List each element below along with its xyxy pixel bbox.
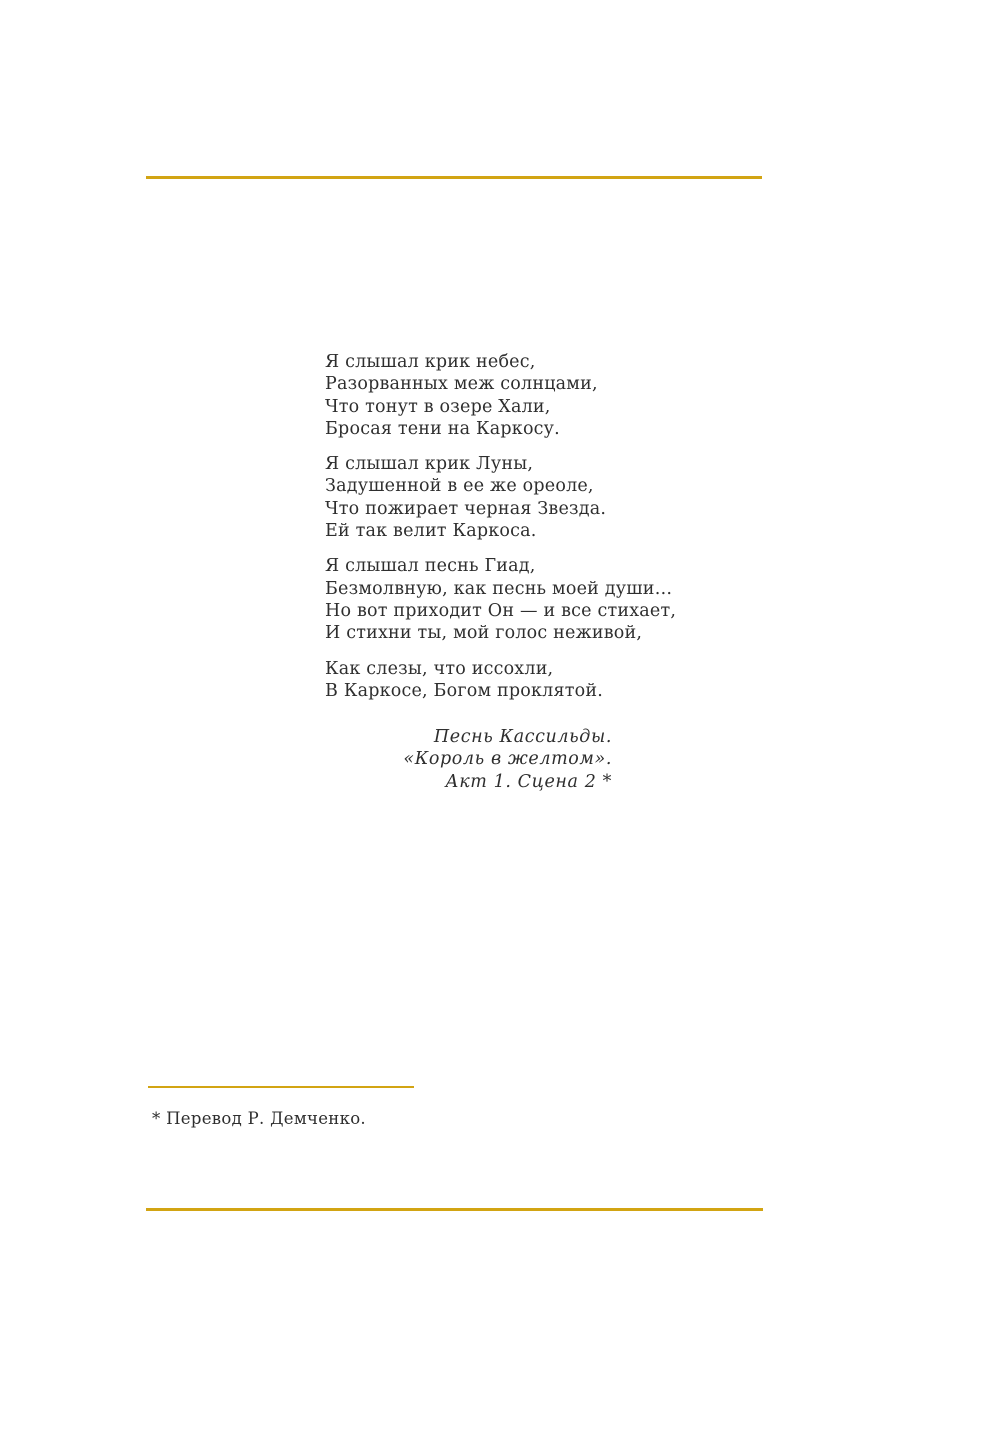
poem-line: Что тонут в озере Хали, <box>325 396 551 417</box>
poem-line: Я слышал песнь Гиад, <box>325 556 536 577</box>
footnote-text: * Перевод Р. Демченко. <box>152 1109 366 1128</box>
poem-line: Как слезы, что иссохли, <box>325 658 554 679</box>
poem-line: Бросая тени на Каркосу. <box>325 418 560 439</box>
poem-stanza-4 <box>325 658 676 703</box>
poem-line: Я слышал крик небес, <box>325 352 536 372</box>
poem-stanza-2 <box>325 453 676 542</box>
poem-line: В Каркосе, Богом проклятой. <box>325 680 603 701</box>
attribution-line: «Король в желтом». <box>403 749 612 770</box>
poem-line: И стихни ты, мой голос неживой, <box>325 623 643 644</box>
top-rule <box>146 176 762 179</box>
poem-line: Но вот приходит Он — и все стихает, <box>325 600 677 621</box>
poem-line: Я слышал крик Луны, <box>325 454 534 475</box>
bottom-rule <box>146 1208 763 1211</box>
attribution-line: Акт 1. Сцена 2 * <box>445 771 612 792</box>
poem-line: Разорванных меж солнцами, <box>325 374 598 395</box>
footnote-rule <box>148 1086 414 1088</box>
poem <box>325 351 676 715</box>
attribution-line: Песнь Кассильды. <box>433 727 612 747</box>
poem-stanza-1 <box>325 351 676 440</box>
poem-attribution <box>403 726 612 793</box>
poem-line: Что пожирает черная Звезда. <box>325 498 607 519</box>
poem-line: Задушенной в ее же ореоле, <box>325 476 594 497</box>
poem-stanza-3 <box>325 555 676 644</box>
poem-line: Безмолвную, как песнь моей души… <box>325 578 673 599</box>
poem-line: Ей так велит Каркоса. <box>325 521 537 542</box>
